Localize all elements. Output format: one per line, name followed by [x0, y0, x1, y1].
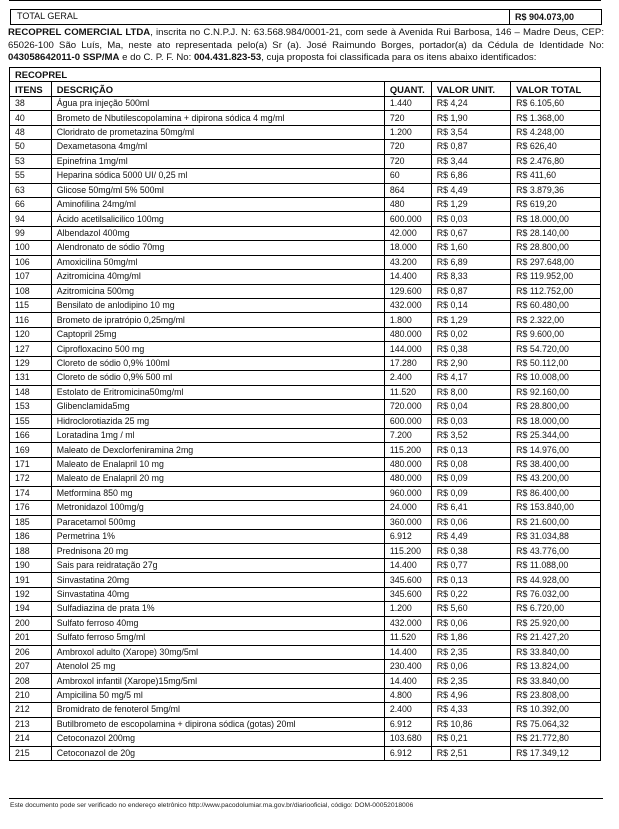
cell-description: Brometo de Nbutilescopolamina + dipirona sódica 4 mg/ml — [51, 111, 384, 125]
cell-total-price: R$ 18.000,00 — [511, 212, 601, 226]
cell-item: 155 — [10, 414, 52, 428]
cell-quantity: 6.912 — [384, 717, 431, 731]
cell-item: 208 — [10, 674, 52, 688]
cell-item: 213 — [10, 717, 52, 731]
cell-item: 99 — [10, 226, 52, 240]
cell-total-price: R$ 31.034,88 — [511, 530, 601, 544]
cell-description: Sinvastatina 20mg — [51, 573, 384, 587]
cell-unit-price: R$ 8,00 — [431, 385, 510, 399]
cell-total-price: R$ 3.879,36 — [511, 183, 601, 197]
cell-total-price: R$ 6.720,00 — [511, 602, 601, 616]
cell-quantity: 480.000 — [384, 472, 431, 486]
cell-quantity: 17.280 — [384, 356, 431, 370]
cell-total-price: R$ 11.088,00 — [511, 558, 601, 572]
cell-unit-price: R$ 2,35 — [431, 645, 510, 659]
table-row — [10, 501, 601, 515]
cell-unit-price: R$ 1,29 — [431, 313, 510, 327]
cell-description: Ambroxol infantil (Xarope)15mg/5ml — [51, 674, 384, 688]
cell-total-price: R$ 626,40 — [511, 140, 601, 154]
cell-total-price: R$ 60.480,00 — [511, 299, 601, 313]
cell-total-price: R$ 18.000,00 — [511, 414, 601, 428]
cell-quantity: 720.000 — [384, 400, 431, 414]
cell-quantity: 115.200 — [384, 544, 431, 558]
cell-unit-price: R$ 0,06 — [431, 616, 510, 630]
cell-unit-price: R$ 0,06 — [431, 659, 510, 673]
cell-total-price: R$ 54.720,00 — [511, 342, 601, 356]
cell-description: Bromidrato de fenoterol 5mg/ml — [51, 703, 384, 717]
cell-quantity: 230.400 — [384, 659, 431, 673]
cell-description: Maleato de Enalapril 10 mg — [51, 457, 384, 471]
cell-quantity: 6.912 — [384, 530, 431, 544]
table-row — [10, 703, 601, 717]
cell-unit-price: R$ 0,02 — [431, 327, 510, 341]
cell-item: 174 — [10, 486, 52, 500]
cell-total-price: R$ 38.400,00 — [511, 457, 601, 471]
table-row — [10, 270, 601, 284]
cell-unit-price: R$ 1,90 — [431, 111, 510, 125]
cell-quantity: 7.200 — [384, 428, 431, 442]
cell-unit-price: R$ 1,29 — [431, 197, 510, 211]
cell-description: Água pra injeção 500ml — [51, 96, 384, 110]
cell-unit-price: R$ 0,22 — [431, 587, 510, 601]
table-row — [10, 212, 601, 226]
cell-item: 207 — [10, 659, 52, 673]
cell-description: Loratadina 1mg / ml — [51, 428, 384, 442]
cell-item: 94 — [10, 212, 52, 226]
cell-item: 153 — [10, 400, 52, 414]
table-title-row — [10, 68, 601, 82]
cell-total-price: R$ 13.824,00 — [511, 659, 601, 673]
contractor-paragraph — [8, 27, 604, 65]
table-row — [10, 327, 601, 341]
cell-description: Epinefrina 1mg/ml — [51, 154, 384, 168]
cell-item: 188 — [10, 544, 52, 558]
cell-quantity: 345.600 — [384, 573, 431, 587]
table-row — [10, 313, 601, 327]
total-value: R$ 904.073,00 — [509, 9, 601, 25]
cell-total-price: R$ 25.920,00 — [511, 616, 601, 630]
cell-total-price: R$ 17.349,12 — [511, 746, 601, 760]
cell-unit-price: R$ 4,96 — [431, 688, 510, 702]
cell-item: 66 — [10, 197, 52, 211]
cell-quantity: 1.800 — [384, 313, 431, 327]
table-row — [10, 472, 601, 486]
cell-unit-price: R$ 0,13 — [431, 573, 510, 587]
cell-quantity: 600.000 — [384, 212, 431, 226]
cell-description: Butilbrometo de escopolamina + dipirona sódica (gotas) 20ml — [51, 717, 384, 731]
table-row — [10, 717, 601, 731]
cell-item: 169 — [10, 443, 52, 457]
table-row — [10, 400, 601, 414]
cell-unit-price: R$ 4,49 — [431, 183, 510, 197]
cell-item: 186 — [10, 530, 52, 544]
cell-total-price: R$ 1.368,00 — [511, 111, 601, 125]
table-row — [10, 255, 601, 269]
cell-unit-price: R$ 0,67 — [431, 226, 510, 240]
cell-unit-price: R$ 0,13 — [431, 443, 510, 457]
cell-quantity: 11.520 — [384, 631, 431, 645]
cell-total-price: R$ 9.600,00 — [511, 327, 601, 341]
table-header-row — [10, 82, 601, 96]
cell-unit-price: R$ 0,06 — [431, 515, 510, 529]
cell-total-price: R$ 33.840,00 — [511, 674, 601, 688]
cell-quantity: 480.000 — [384, 457, 431, 471]
cell-quantity: 42.000 — [384, 226, 431, 240]
table-row — [10, 385, 601, 399]
header-descricao: DESCRIÇÃO — [51, 82, 384, 96]
cell-quantity: 720 — [384, 154, 431, 168]
cell-item: 115 — [10, 299, 52, 313]
cell-total-price: R$ 2.476,80 — [511, 154, 601, 168]
header-valor-total: VALOR TOTAL — [511, 82, 601, 96]
cell-quantity: 360.000 — [384, 515, 431, 529]
table-row — [10, 631, 601, 645]
table-row — [10, 530, 601, 544]
total-label: TOTAL GERAL — [17, 11, 78, 21]
footer-note: Este documento pode ser verificado no endereço eletrônico http://www.pacodolumiar.ma.gov.br/diariooficial, código: DOM-00052018006 — [10, 802, 414, 809]
cell-quantity: 11.520 — [384, 385, 431, 399]
cell-quantity: 1.200 — [384, 602, 431, 616]
cell-total-price: R$ 50.112,00 — [511, 356, 601, 370]
cell-total-price: R$ 75.064,32 — [511, 717, 601, 731]
table-row — [10, 732, 601, 746]
cell-description: Estolato de Eritromicina50mg/ml — [51, 385, 384, 399]
cell-total-price: R$ 297.648,00 — [511, 255, 601, 269]
intro-text-2: e do C. P. F. No: — [119, 52, 194, 64]
table-row — [10, 299, 601, 313]
cell-item: 55 — [10, 169, 52, 183]
cell-total-price: R$ 28.800,00 — [511, 400, 601, 414]
cell-item: 120 — [10, 327, 52, 341]
cell-item: 106 — [10, 255, 52, 269]
cell-total-price: R$ 119.952,00 — [511, 270, 601, 284]
table-row — [10, 356, 601, 370]
cell-description: Ampicilina 50 mg/5 ml — [51, 688, 384, 702]
cell-description: Cloreto de sódio 0,9% 100ml — [51, 356, 384, 370]
cell-description: Cetoconazol de 20g — [51, 746, 384, 760]
cell-total-price: R$ 28.140,00 — [511, 226, 601, 240]
table-row — [10, 428, 601, 442]
table-row — [10, 169, 601, 183]
table-row — [10, 284, 601, 298]
cell-item: 190 — [10, 558, 52, 572]
cell-unit-price: R$ 2,90 — [431, 356, 510, 370]
cell-description: Paracetamol 500mg — [51, 515, 384, 529]
cell-quantity: 6.912 — [384, 746, 431, 760]
cell-unit-price: R$ 3,54 — [431, 125, 510, 139]
table-row — [10, 688, 601, 702]
cell-total-price: R$ 6.105,60 — [511, 96, 601, 110]
cell-description: Sulfato ferroso 5mg/ml — [51, 631, 384, 645]
cell-description: Ácido acetilsalicilico 100mg — [51, 212, 384, 226]
cell-description: Azitromicina 500mg — [51, 284, 384, 298]
cell-description: Metronidazol 100mg/g — [51, 501, 384, 515]
cell-total-price: R$ 25.344,00 — [511, 428, 601, 442]
cell-total-price: R$ 23.808,00 — [511, 688, 601, 702]
cell-unit-price: R$ 10,86 — [431, 717, 510, 731]
cell-quantity: 18.000 — [384, 241, 431, 255]
cell-description: Atenolol 25 mg — [51, 659, 384, 673]
cell-quantity: 720 — [384, 111, 431, 125]
cell-quantity: 4.800 — [384, 688, 431, 702]
cell-description: Azitromicina 40mg/ml — [51, 270, 384, 284]
cell-unit-price: R$ 0,87 — [431, 140, 510, 154]
table-row — [10, 154, 601, 168]
cell-description: Hidroclorotiazida 25 mg — [51, 414, 384, 428]
cell-quantity: 864 — [384, 183, 431, 197]
cell-unit-price: R$ 2,35 — [431, 674, 510, 688]
table-row — [10, 515, 601, 529]
cell-quantity: 14.400 — [384, 674, 431, 688]
cell-quantity: 2.400 — [384, 371, 431, 385]
cell-item: 166 — [10, 428, 52, 442]
cell-unit-price: R$ 6,86 — [431, 169, 510, 183]
cell-unit-price: R$ 0,08 — [431, 457, 510, 471]
cell-item: 172 — [10, 472, 52, 486]
cell-total-price: R$ 76.032,00 — [511, 587, 601, 601]
cell-description: Bensilato de anlodipino 10 mg — [51, 299, 384, 313]
cell-description: Alendronato de sódio 70mg — [51, 241, 384, 255]
header-valor-unit: VALOR UNIT. — [431, 82, 510, 96]
cell-item: 38 — [10, 96, 52, 110]
table-row — [10, 746, 601, 760]
cell-unit-price: R$ 3,44 — [431, 154, 510, 168]
cell-item: 176 — [10, 501, 52, 515]
cell-description: Aminofilina 24mg/ml — [51, 197, 384, 211]
cell-unit-price: R$ 0,77 — [431, 558, 510, 572]
table-row — [10, 371, 601, 385]
cell-description: Ciprofloxacino 500 mg — [51, 342, 384, 356]
cell-total-price: R$ 43.200,00 — [511, 472, 601, 486]
table-row — [10, 573, 601, 587]
cell-quantity: 345.600 — [384, 587, 431, 601]
cell-item: 191 — [10, 573, 52, 587]
cell-total-price: R$ 14.976,00 — [511, 443, 601, 457]
cell-unit-price: R$ 4,24 — [431, 96, 510, 110]
cell-item: 108 — [10, 284, 52, 298]
intro-text-1: , inscrita no C.N.P.J. N: 63.568.984/0001-21, com sede à Avenida Rui Barbosa, 146 – Madre Deus, CEP: 65026-100 São Luís, Ma, neste ato representada pelo(a) Sr (a). José Raimundo Borges, portador(a) da Cédula de Identidade No: — [8, 27, 604, 51]
cell-quantity: 14.400 — [384, 270, 431, 284]
table-row — [10, 645, 601, 659]
cell-quantity: 480 — [384, 197, 431, 211]
cell-item: 201 — [10, 631, 52, 645]
cell-quantity: 24.000 — [384, 501, 431, 515]
cell-description: Prednisona 20 mg — [51, 544, 384, 558]
cell-unit-price: R$ 0,87 — [431, 284, 510, 298]
table-row — [10, 414, 601, 428]
cell-unit-price: R$ 2,51 — [431, 746, 510, 760]
table-row — [10, 558, 601, 572]
cell-quantity: 14.400 — [384, 558, 431, 572]
cell-total-price: R$ 43.776,00 — [511, 544, 601, 558]
intro-text-3: , cuja proposta foi classificada para os itens abaixo identificados: — [261, 52, 537, 64]
cell-item: 206 — [10, 645, 52, 659]
cell-unit-price: R$ 3,52 — [431, 428, 510, 442]
cell-total-price: R$ 28.800,00 — [511, 241, 601, 255]
cell-description: Maleato de Dexclorfeniramina 2mg — [51, 443, 384, 457]
cell-item: 53 — [10, 154, 52, 168]
cell-quantity: 115.200 — [384, 443, 431, 457]
table-title: RECOPREL — [10, 68, 601, 82]
table-row — [10, 342, 601, 356]
table-row — [10, 616, 601, 630]
cell-description: Cloridrato de prometazina 50mg/ml — [51, 125, 384, 139]
cell-description: Sulfato ferroso 40mg — [51, 616, 384, 630]
cell-unit-price: R$ 0,04 — [431, 400, 510, 414]
cell-quantity: 960.000 — [384, 486, 431, 500]
table-row — [10, 140, 601, 154]
cell-total-price: R$ 21.772,80 — [511, 732, 601, 746]
cell-total-price: R$ 92.160,00 — [511, 385, 601, 399]
cell-total-price: R$ 619,20 — [511, 197, 601, 211]
cell-total-price: R$ 4.248,00 — [511, 125, 601, 139]
table-row — [10, 96, 601, 110]
cell-quantity: 14.400 — [384, 645, 431, 659]
cell-total-price: R$ 112.752,00 — [511, 284, 601, 298]
cell-quantity: 1.440 — [384, 96, 431, 110]
cell-item: 131 — [10, 371, 52, 385]
cell-unit-price: R$ 4,33 — [431, 703, 510, 717]
table-row — [10, 659, 601, 673]
cell-unit-price: R$ 0,38 — [431, 342, 510, 356]
cell-item: 107 — [10, 270, 52, 284]
items-table — [9, 67, 601, 761]
cell-description: Maleato de Enalapril 20 mg — [51, 472, 384, 486]
top-divider — [9, 0, 601, 1]
rg-number: 043058642011-0 SSP/MA — [8, 52, 120, 64]
cell-description: Captopril 25mg — [51, 327, 384, 341]
cell-quantity: 129.600 — [384, 284, 431, 298]
cell-unit-price: R$ 0,03 — [431, 414, 510, 428]
cell-quantity: 2.400 — [384, 703, 431, 717]
cell-description: Brometo de ipratrópio 0,25mg/ml — [51, 313, 384, 327]
cell-quantity: 103.680 — [384, 732, 431, 746]
cell-quantity: 720 — [384, 140, 431, 154]
header-quant: QUANT. — [384, 82, 431, 96]
cell-description: Ambroxol adulto (Xarope) 30mg/5ml — [51, 645, 384, 659]
table-row — [10, 125, 601, 139]
cell-unit-price: R$ 6,89 — [431, 255, 510, 269]
table-row — [10, 486, 601, 500]
cell-unit-price: R$ 5,60 — [431, 602, 510, 616]
cell-unit-price: R$ 8,33 — [431, 270, 510, 284]
cell-total-price: R$ 10.392,00 — [511, 703, 601, 717]
cell-item: 127 — [10, 342, 52, 356]
cell-total-price: R$ 21.600,00 — [511, 515, 601, 529]
cell-description: Permetrina 1% — [51, 530, 384, 544]
cell-unit-price: R$ 1,86 — [431, 631, 510, 645]
cell-total-price: R$ 21.427,20 — [511, 631, 601, 645]
cell-item: 200 — [10, 616, 52, 630]
cell-item: 215 — [10, 746, 52, 760]
cell-quantity: 1.200 — [384, 125, 431, 139]
total-geral-box — [10, 9, 602, 25]
cell-item: 171 — [10, 457, 52, 471]
cell-item: 63 — [10, 183, 52, 197]
cell-item: 148 — [10, 385, 52, 399]
cell-description: Glicose 50mg/ml 5% 500ml — [51, 183, 384, 197]
cell-item: 214 — [10, 732, 52, 746]
cell-item: 40 — [10, 111, 52, 125]
cell-unit-price: R$ 0,03 — [431, 212, 510, 226]
cell-description: Heparina sódica 5000 UI/ 0,25 ml — [51, 169, 384, 183]
cell-description: Cloreto de sódio 0,9% 500 ml — [51, 371, 384, 385]
cell-item: 212 — [10, 703, 52, 717]
cell-total-price: R$ 2.322,00 — [511, 313, 601, 327]
cell-description: Sulfadiazina de prata 1% — [51, 602, 384, 616]
cell-description: Metformina 850 mg — [51, 486, 384, 500]
cell-unit-price: R$ 1,60 — [431, 241, 510, 255]
cell-unit-price: R$ 0,09 — [431, 472, 510, 486]
footer-divider — [9, 798, 603, 799]
cell-unit-price: R$ 0,09 — [431, 486, 510, 500]
cell-item: 100 — [10, 241, 52, 255]
cell-quantity: 432.000 — [384, 616, 431, 630]
cell-item: 48 — [10, 125, 52, 139]
table-row — [10, 457, 601, 471]
cell-unit-price: R$ 0,38 — [431, 544, 510, 558]
cell-quantity: 600.000 — [384, 414, 431, 428]
table-row — [10, 226, 601, 240]
table-row — [10, 602, 601, 616]
cell-item: 129 — [10, 356, 52, 370]
cell-total-price: R$ 86.400,00 — [511, 486, 601, 500]
cell-item: 185 — [10, 515, 52, 529]
cell-unit-price: R$ 4,17 — [431, 371, 510, 385]
cell-item: 210 — [10, 688, 52, 702]
cell-quantity: 144.000 — [384, 342, 431, 356]
table-row — [10, 587, 601, 601]
table-row — [10, 183, 601, 197]
table-row — [10, 443, 601, 457]
cell-description: Sinvastatina 40mg — [51, 587, 384, 601]
cpf-number: 004.431.823-53 — [193, 52, 262, 64]
cell-total-price: R$ 44.928,00 — [511, 573, 601, 587]
cell-item: 194 — [10, 602, 52, 616]
cell-unit-price: R$ 0,14 — [431, 299, 510, 313]
cell-description: Albendazol 400mg — [51, 226, 384, 240]
cell-total-price: R$ 33.840,00 — [511, 645, 601, 659]
cell-description: Glibenclamida5mg — [51, 400, 384, 414]
cell-item: 50 — [10, 140, 52, 154]
cell-quantity: 480.000 — [384, 327, 431, 341]
table-row — [10, 674, 601, 688]
table-body — [10, 96, 601, 760]
cell-quantity: 43.200 — [384, 255, 431, 269]
cell-description: Sais para reidratação 27g — [51, 558, 384, 572]
cell-total-price: R$ 10.008,00 — [511, 371, 601, 385]
cell-unit-price: R$ 6,41 — [431, 501, 510, 515]
table-row — [10, 197, 601, 211]
table-row — [10, 544, 601, 558]
cell-unit-price: R$ 0,21 — [431, 732, 510, 746]
cell-quantity: 60 — [384, 169, 431, 183]
cell-item: 192 — [10, 587, 52, 601]
cell-total-price: R$ 411,60 — [511, 169, 601, 183]
table-row — [10, 111, 601, 125]
cell-total-price: R$ 153.840,00 — [511, 501, 601, 515]
cell-item: 116 — [10, 313, 52, 327]
header-itens: ITENS — [10, 82, 52, 96]
cell-description: Cetoconazol 200mg — [51, 732, 384, 746]
cell-description: Amoxicilina 50mg/ml — [51, 255, 384, 269]
cell-unit-price: R$ 4,49 — [431, 530, 510, 544]
company-name: RECOPREL COMERCIAL LTDA — [8, 27, 151, 38]
cell-quantity: 432.000 — [384, 299, 431, 313]
table-row — [10, 241, 601, 255]
cell-description: Dexametasona 4mg/ml — [51, 140, 384, 154]
